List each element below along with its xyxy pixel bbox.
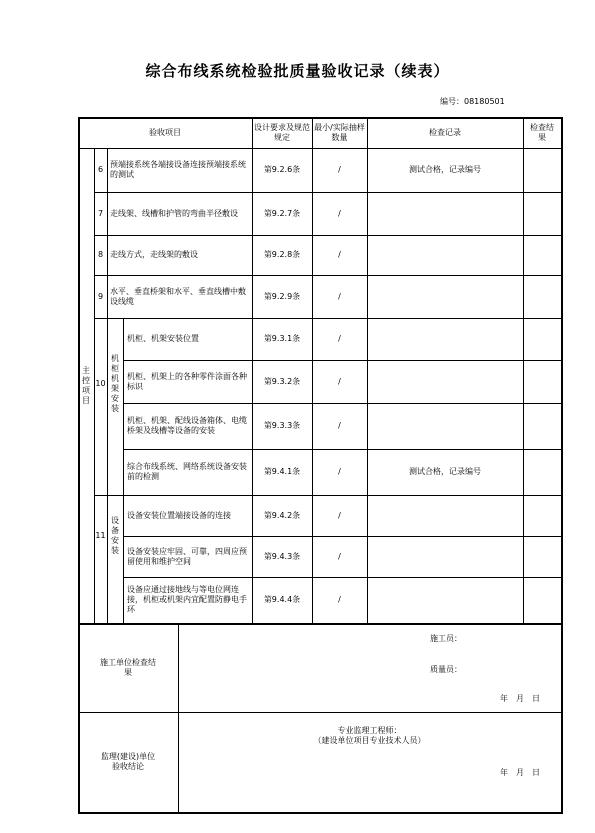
row-description: 综合布线系统、网络系统设备安装前的检测 xyxy=(127,462,247,481)
row-sample: / xyxy=(338,510,341,520)
row-description: 机柜、机架安装位置 xyxy=(127,334,199,343)
row-reference: 第9.2.7条 xyxy=(263,208,301,218)
row-reference: 第9.3.2条 xyxy=(263,376,301,386)
table-border xyxy=(123,577,561,578)
group-label-cabinet: 机柜机架安装 xyxy=(111,353,119,413)
table-border xyxy=(94,318,561,319)
row-description: 水平、垂直桥架和水平、垂直线槽中敷设线缆 xyxy=(110,286,246,306)
group-label-equipment: 设备安装 xyxy=(111,516,119,555)
row-sample: / xyxy=(338,208,341,218)
construction-label: 施工单位检查结果 xyxy=(100,657,156,677)
header-item: 验收项目 xyxy=(149,127,181,137)
main-control-label: 主控项目 xyxy=(82,365,90,405)
table-border xyxy=(123,360,561,361)
table-border xyxy=(78,812,561,814)
row-reference: 第9.3.1条 xyxy=(263,334,301,343)
row-reference: 第9.3.3条 xyxy=(263,421,301,430)
supervision-date: 年 月 日 xyxy=(500,768,540,777)
row-sample: / xyxy=(338,250,341,259)
table-border xyxy=(94,192,561,193)
row-number: 10 xyxy=(95,378,106,388)
document-number: 编号：08180501 xyxy=(440,97,505,106)
row-sample: / xyxy=(338,165,341,174)
row-reference: 第9.2.8条 xyxy=(263,250,301,259)
table-border xyxy=(94,495,561,496)
row-sample: / xyxy=(338,595,341,604)
row-sample: / xyxy=(338,291,341,301)
row-description: 设备安装应牢固、可靠，四周应预留使用和维护空间 xyxy=(127,546,247,566)
table-border xyxy=(78,117,80,814)
table-border xyxy=(123,403,561,404)
table-border xyxy=(78,148,561,149)
row-reference: 第9.2.9条 xyxy=(263,291,301,301)
row-description: 走线架、线槽和护管的弯曲半径敷设 xyxy=(110,208,238,218)
construction-date: 年 月 日 xyxy=(500,694,540,703)
row-description: 预端接系统各端接设备连接预端接系统的测试 xyxy=(110,160,246,179)
row-sample: / xyxy=(338,376,341,386)
row-description: 机柜、机架上的各种零件涂面各种标识 xyxy=(127,371,247,391)
header-record: 检查记录 xyxy=(429,127,461,137)
row-description: 设备应通过接地线与等电位网连接，机柜或机架内宜配置防静电手环 xyxy=(127,585,247,614)
row-sample: / xyxy=(338,421,341,430)
table-border xyxy=(107,148,108,623)
supervision-engineer-label: 专业监理工程师： xyxy=(337,726,402,735)
page-title: 综合布线系统检验批质量验收记录（续表） xyxy=(145,62,450,80)
row-description: 机柜、机架、配线设备箱体、电缆桥架及线槽等设备的安装 xyxy=(127,416,247,435)
row-description: 走线方式，走线架的敷设 xyxy=(110,250,198,259)
construction-quality-label: 质量员： xyxy=(430,665,462,674)
header-sample: 最小/实际抽样数量 xyxy=(314,122,365,142)
row-sample: / xyxy=(338,334,341,343)
table-border xyxy=(78,712,561,713)
row-number: 11 xyxy=(95,531,106,540)
table-border xyxy=(561,117,563,814)
row-record: 测试合格，记录编号 xyxy=(409,467,481,476)
row-description: 设备安装位置端接设备的连接 xyxy=(127,510,231,520)
supervision-label: 监理(建设)单位验收结论 xyxy=(100,752,156,771)
row-sample: / xyxy=(338,551,341,561)
table-border xyxy=(123,536,561,537)
row-reference: 第9.2.6条 xyxy=(263,165,301,174)
table-border xyxy=(94,235,561,236)
table-border xyxy=(178,623,179,812)
table-border xyxy=(78,623,561,625)
header-design: 设计要求及规范规定 xyxy=(254,122,310,142)
header-result: 检查结果 xyxy=(530,122,554,142)
row-sample: / xyxy=(338,467,341,476)
table-border xyxy=(78,117,561,119)
supervision-engineer-sub: （建设单位项目专业技术人员） xyxy=(313,736,426,745)
row-number: 7 xyxy=(97,208,104,218)
row-reference: 第9.4.4条 xyxy=(263,595,301,604)
row-record: 测试合格，记录编号 xyxy=(409,165,481,174)
table-border xyxy=(123,449,561,450)
row-number: 6 xyxy=(97,165,104,174)
row-number: 8 xyxy=(97,250,104,259)
row-reference: 第9.4.1条 xyxy=(263,467,301,476)
row-number: 9 xyxy=(97,291,104,301)
row-reference: 第9.4.2条 xyxy=(263,510,301,520)
table-border xyxy=(94,275,561,276)
row-reference: 第9.4.3条 xyxy=(263,551,301,561)
construction-worker-label: 施工员： xyxy=(430,634,462,643)
